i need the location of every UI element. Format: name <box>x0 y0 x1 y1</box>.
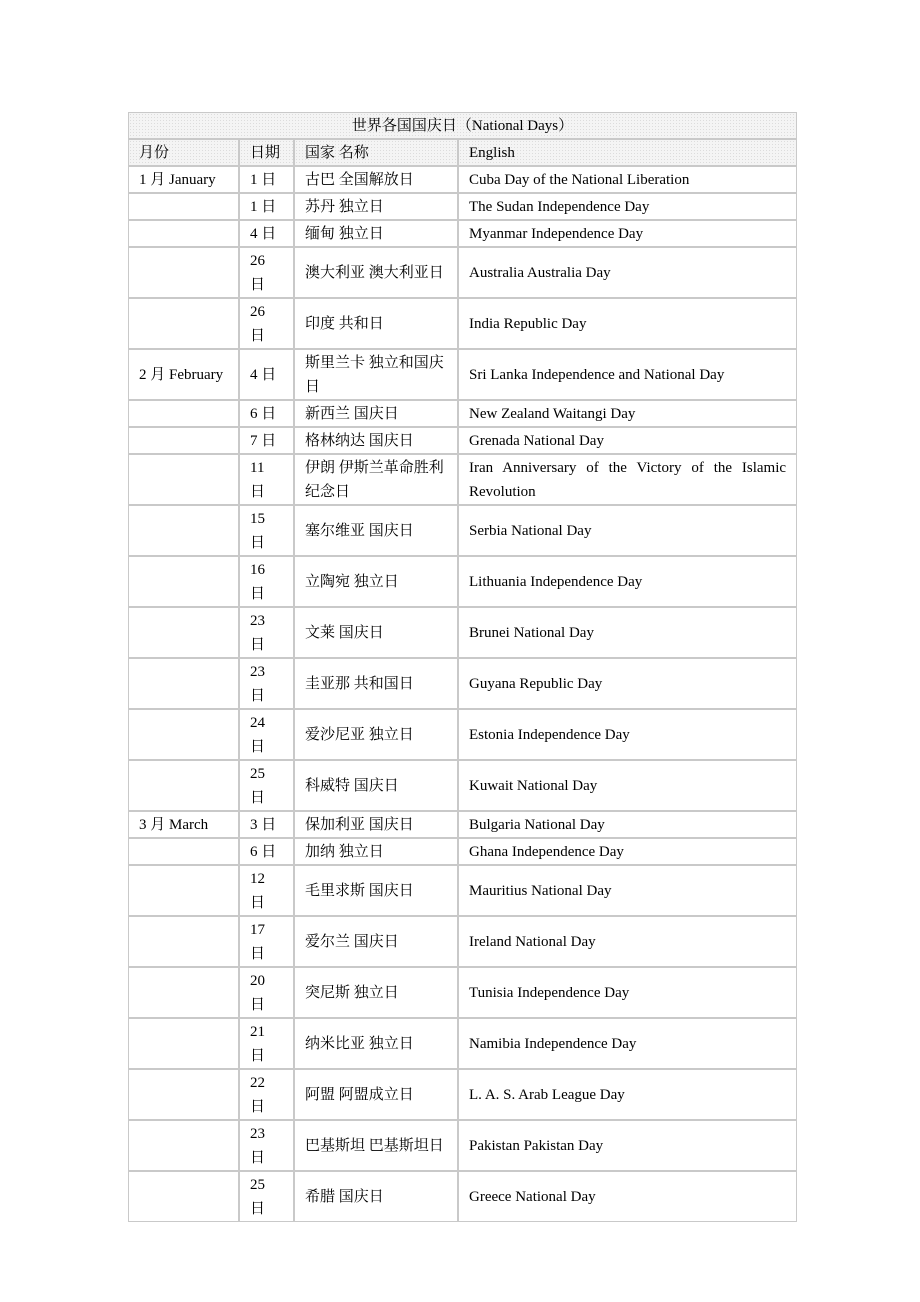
table-row <box>128 505 797 556</box>
english-name-cell: Ireland National Day <box>458 916 797 967</box>
table-row <box>128 838 797 865</box>
month-cell <box>128 454 239 505</box>
table-title: 世界各国国庆日（National Days） <box>128 112 797 139</box>
month-cell <box>128 400 239 427</box>
country-name-cell: 科威特 国庆日 <box>294 760 458 811</box>
english-name-cell: Kuwait National Day <box>458 760 797 811</box>
country-name-cell: 古巴 全国解放日 <box>294 166 458 193</box>
date-cell: 1 日 <box>239 166 294 193</box>
table-row <box>128 220 797 247</box>
table-row <box>128 760 797 811</box>
table-row <box>128 427 797 454</box>
month-cell <box>128 709 239 760</box>
country-name-cell: 塞尔维亚 国庆日 <box>294 505 458 556</box>
english-name-cell: Lithuania Independence Day <box>458 556 797 607</box>
english-name-cell: Cuba Day of the National Liberation <box>458 166 797 193</box>
month-cell <box>128 760 239 811</box>
date-cell: 7 日 <box>239 427 294 454</box>
date-cell: 3 日 <box>239 811 294 838</box>
month-cell <box>128 1069 239 1120</box>
month-cell <box>128 865 239 916</box>
country-name-cell: 希腊 国庆日 <box>294 1171 458 1222</box>
month-cell <box>128 1018 239 1069</box>
country-name-cell: 缅甸 独立日 <box>294 220 458 247</box>
month-cell <box>128 427 239 454</box>
country-name-cell: 毛里求斯 国庆日 <box>294 865 458 916</box>
month-cell <box>128 220 239 247</box>
table-row <box>128 349 797 400</box>
country-name-cell: 格林纳达 国庆日 <box>294 427 458 454</box>
table-row <box>128 1171 797 1222</box>
table-row <box>128 709 797 760</box>
english-name-cell: Estonia Independence Day <box>458 709 797 760</box>
date-cell: 24 日 <box>239 709 294 760</box>
table-row <box>128 811 797 838</box>
header-english: English <box>458 139 797 166</box>
date-cell: 6 日 <box>239 400 294 427</box>
date-cell: 22 日 <box>239 1069 294 1120</box>
english-name-cell: L. A. S. Arab League Day <box>458 1069 797 1120</box>
english-name-cell: Serbia National Day <box>458 505 797 556</box>
table-row <box>128 967 797 1018</box>
table-title-row <box>128 112 797 139</box>
document-page <box>128 112 797 1222</box>
english-name-cell: Tunisia Independence Day <box>458 967 797 1018</box>
country-name-cell: 文莱 国庆日 <box>294 607 458 658</box>
table-row <box>128 865 797 916</box>
table-row <box>128 400 797 427</box>
country-name-cell: 突尼斯 独立日 <box>294 967 458 1018</box>
english-name-cell: Bulgaria National Day <box>458 811 797 838</box>
table-row <box>128 1069 797 1120</box>
month-cell <box>128 838 239 865</box>
table-row <box>128 607 797 658</box>
country-name-cell: 立陶宛 独立日 <box>294 556 458 607</box>
header-month: 月份 <box>128 139 239 166</box>
english-name-cell: Iran Anniversary of the Victory of the Islamic Revolution <box>458 454 797 505</box>
english-name-cell: Australia Australia Day <box>458 247 797 298</box>
country-name-cell: 加纳 独立日 <box>294 838 458 865</box>
english-name-cell: Mauritius National Day <box>458 865 797 916</box>
english-name-cell: Grenada National Day <box>458 427 797 454</box>
english-name-cell: New Zealand Waitangi Day <box>458 400 797 427</box>
country-name-cell: 伊朗 伊斯兰革命胜利纪念日 <box>294 454 458 505</box>
country-name-cell: 苏丹 独立日 <box>294 193 458 220</box>
english-name-cell: Ghana Independence Day <box>458 838 797 865</box>
table-row <box>128 247 797 298</box>
date-cell: 25 日 <box>239 1171 294 1222</box>
month-cell <box>128 607 239 658</box>
date-cell: 26 日 <box>239 298 294 349</box>
country-name-cell: 澳大利亚 澳大利亚日 <box>294 247 458 298</box>
country-name-cell: 新西兰 国庆日 <box>294 400 458 427</box>
date-cell: 23 日 <box>239 658 294 709</box>
header-row <box>128 139 797 166</box>
date-cell: 4 日 <box>239 349 294 400</box>
table-row <box>128 166 797 193</box>
date-cell: 12 日 <box>239 865 294 916</box>
table-row <box>128 1120 797 1171</box>
table-row <box>128 1018 797 1069</box>
date-cell: 23 日 <box>239 1120 294 1171</box>
english-name-cell: Guyana Republic Day <box>458 658 797 709</box>
country-name-cell: 阿盟 阿盟成立日 <box>294 1069 458 1120</box>
date-cell: 20 日 <box>239 967 294 1018</box>
country-name-cell: 保加利亚 国庆日 <box>294 811 458 838</box>
month-cell <box>128 247 239 298</box>
country-name-cell: 印度 共和日 <box>294 298 458 349</box>
month-cell <box>128 967 239 1018</box>
month-cell: 1 月 January <box>128 166 239 193</box>
table-row <box>128 193 797 220</box>
country-name-cell: 爱沙尼亚 独立日 <box>294 709 458 760</box>
english-name-cell: Pakistan Pakistan Day <box>458 1120 797 1171</box>
month-cell <box>128 193 239 220</box>
date-cell: 21 日 <box>239 1018 294 1069</box>
country-name-cell: 纳米比亚 独立日 <box>294 1018 458 1069</box>
table-row <box>128 298 797 349</box>
english-name-cell: India Republic Day <box>458 298 797 349</box>
header-name: 国家 名称 <box>294 139 458 166</box>
national-days-table <box>128 112 797 1222</box>
month-cell <box>128 505 239 556</box>
date-cell: 1 日 <box>239 193 294 220</box>
date-cell: 16 日 <box>239 556 294 607</box>
country-name-cell: 斯里兰卡 独立和国庆日 <box>294 349 458 400</box>
month-cell <box>128 556 239 607</box>
month-cell <box>128 1120 239 1171</box>
table-row <box>128 454 797 505</box>
date-cell: 15 日 <box>239 505 294 556</box>
month-cell <box>128 298 239 349</box>
table-row <box>128 556 797 607</box>
english-name-cell: The Sudan Independence Day <box>458 193 797 220</box>
header-date: 日期 <box>239 139 294 166</box>
date-cell: 23 日 <box>239 607 294 658</box>
month-cell <box>128 916 239 967</box>
country-name-cell: 爱尔兰 国庆日 <box>294 916 458 967</box>
month-cell: 3 月 March <box>128 811 239 838</box>
country-name-cell: 巴基斯坦 巴基斯坦日 <box>294 1120 458 1171</box>
date-cell: 11 日 <box>239 454 294 505</box>
date-cell: 26 日 <box>239 247 294 298</box>
date-cell: 17 日 <box>239 916 294 967</box>
english-name-cell: Myanmar Independence Day <box>458 220 797 247</box>
country-name-cell: 圭亚那 共和国日 <box>294 658 458 709</box>
month-cell <box>128 658 239 709</box>
date-cell: 25 日 <box>239 760 294 811</box>
english-name-cell: Greece National Day <box>458 1171 797 1222</box>
month-cell <box>128 1171 239 1222</box>
english-name-cell: Namibia Independence Day <box>458 1018 797 1069</box>
table-row <box>128 658 797 709</box>
english-name-cell: Brunei National Day <box>458 607 797 658</box>
table-row <box>128 916 797 967</box>
date-cell: 6 日 <box>239 838 294 865</box>
date-cell: 4 日 <box>239 220 294 247</box>
english-name-cell: Sri Lanka Independence and National Day <box>458 349 797 400</box>
month-cell: 2 月 February <box>128 349 239 400</box>
